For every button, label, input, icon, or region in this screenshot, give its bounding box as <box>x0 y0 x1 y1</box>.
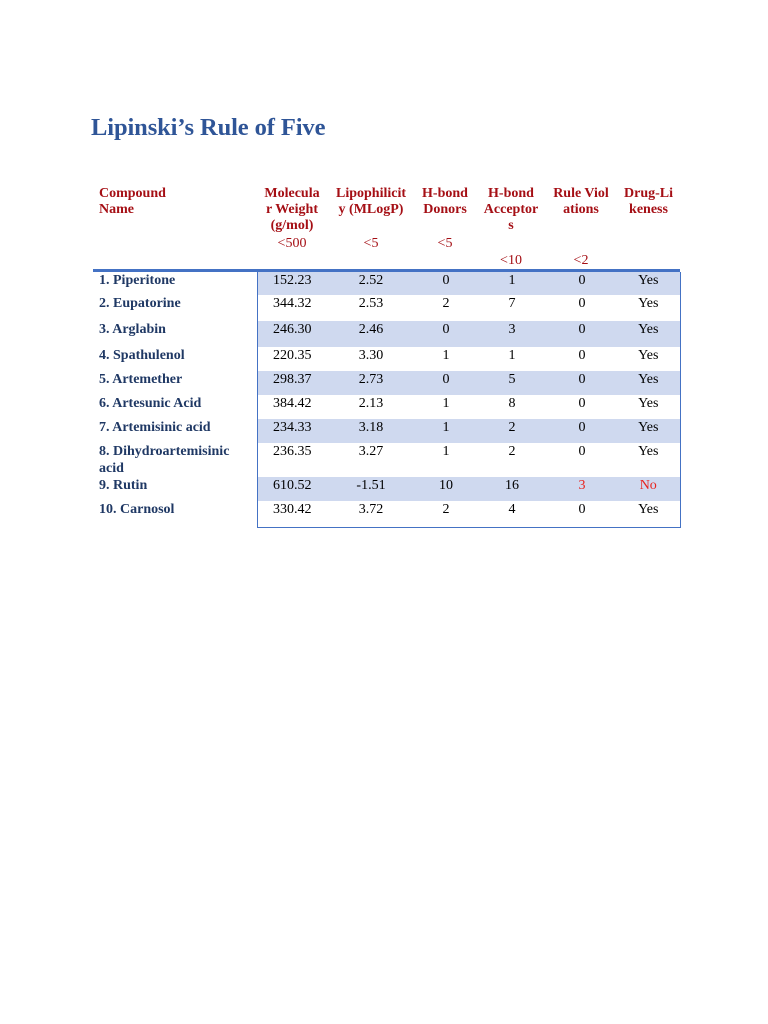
table-row <box>92 371 680 395</box>
drug-likeness: Yes <box>617 295 680 321</box>
molecular-weight: 234.33 <box>257 419 327 443</box>
header-criterion: <2 <box>573 253 589 268</box>
compound-name: 7. Artemisinic acid <box>99 420 211 435</box>
table-header <box>0 186 768 270</box>
hbond-donors: 1 <box>442 348 450 363</box>
table-row <box>92 419 680 443</box>
header-criterion: <5 <box>363 236 379 251</box>
hbond-donors: 2 <box>442 296 450 311</box>
header-label: Molecular Weight (g/mol) <box>264 186 320 234</box>
hbond-donors: 2 <box>415 501 477 527</box>
table-row <box>92 395 680 419</box>
mlogp: 2.52 <box>327 272 415 295</box>
header-criterion: <5 <box>437 236 453 251</box>
molecular-weight: 152.23 <box>257 272 327 295</box>
header-label: H-bond Acceptors <box>483 186 539 234</box>
hbond-donors: 0 <box>415 321 477 347</box>
rule-violations: 3 <box>547 477 617 501</box>
table-row <box>92 477 680 501</box>
drug-likeness: Yes <box>617 371 680 395</box>
table-row <box>92 321 680 347</box>
drug-likeness: No <box>617 477 680 501</box>
compound-name: 4. Spathulenol <box>99 348 185 363</box>
header-criterion: <10 <box>500 253 522 268</box>
rule-violations: 0 <box>578 348 586 363</box>
header-rule-violations <box>552 186 610 268</box>
molecular-weight: 384.42 <box>257 395 327 419</box>
molecular-weight: 610.52 <box>257 477 327 501</box>
hbond-acceptors: 16 <box>477 477 547 501</box>
drug-likeness: Yes <box>617 395 680 419</box>
mlogp: 2.53 <box>358 296 384 311</box>
mlogp: 2.13 <box>358 396 384 411</box>
rule-violations: 0 <box>578 296 586 311</box>
molecular-weight: 330.42 <box>257 501 327 527</box>
mlogp: -1.51 <box>327 477 415 501</box>
rule-violations: 0 <box>578 396 586 411</box>
hbond-donors: 1 <box>415 419 477 443</box>
drug-likeness: Yes <box>617 443 680 477</box>
header-label: Lipophilicity (MLogP) <box>335 186 407 218</box>
molecular-weight: 220.35 <box>257 347 327 371</box>
header-hbond-donors <box>417 186 473 251</box>
header-label: H-bond Donors <box>422 186 468 218</box>
molecular-weight: 344.32 <box>257 295 327 321</box>
rule-violations: 0 <box>547 501 617 527</box>
rule-violations: 0 <box>547 371 617 395</box>
hbond-acceptors: 3 <box>477 321 547 347</box>
header-label: Compound Name <box>99 186 166 218</box>
drug-likeness: Yes <box>617 321 680 347</box>
hbond-acceptors: 7 <box>508 296 516 311</box>
drug-likeness: Yes <box>617 272 680 295</box>
table-row <box>92 501 680 527</box>
header-label: Drug-Likeness <box>624 186 673 218</box>
lipinski-table <box>92 272 681 528</box>
hbond-acceptors: 2 <box>477 419 547 443</box>
rule-violations: 0 <box>547 419 617 443</box>
hbond-donors: 1 <box>442 396 450 411</box>
compound-name: 2. Eupatorine <box>99 296 181 311</box>
hbond-donors: 1 <box>442 444 450 459</box>
header-label: Rule Violations <box>553 186 609 218</box>
mlogp: 3.30 <box>358 348 384 363</box>
header-hbond-acceptors <box>482 186 540 268</box>
table-row <box>92 272 680 295</box>
table-row <box>92 443 680 477</box>
mlogp: 2.73 <box>327 371 415 395</box>
header-lipophilicity <box>335 186 407 251</box>
compound-name: 6. Artesunic Acid <box>99 396 202 411</box>
header-compound-name <box>99 186 249 218</box>
table-row <box>92 347 680 371</box>
hbond-donors: 10 <box>415 477 477 501</box>
rule-violations: 0 <box>578 444 586 459</box>
hbond-acceptors: 1 <box>477 272 547 295</box>
hbond-acceptors: 1 <box>508 348 516 363</box>
compound-name: 9. Rutin <box>99 478 148 493</box>
mlogp: 3.27 <box>358 444 384 459</box>
compound-name: 10. Carnosol <box>99 502 175 517</box>
compound-name: 8. Dihydroartemisinic acid <box>99 444 230 476</box>
molecular-weight: 298.37 <box>257 371 327 395</box>
mlogp: 3.18 <box>327 419 415 443</box>
hbond-acceptors: 5 <box>477 371 547 395</box>
hbond-acceptors: 2 <box>508 444 516 459</box>
molecular-weight: 246.30 <box>257 321 327 347</box>
drug-likeness: Yes <box>617 501 680 527</box>
header-molecular-weight <box>262 186 322 251</box>
hbond-acceptors: 8 <box>508 396 516 411</box>
mlogp: 2.46 <box>327 321 415 347</box>
compound-name: 1. Piperitone <box>99 273 176 288</box>
hbond-donors: 0 <box>415 371 477 395</box>
rule-violations: 0 <box>547 272 617 295</box>
drug-likeness: Yes <box>617 347 680 371</box>
header-criterion: <500 <box>277 236 307 251</box>
molecular-weight: 236.35 <box>257 443 327 477</box>
drug-likeness: Yes <box>617 419 680 443</box>
rule-violations: 0 <box>547 321 617 347</box>
compound-name: 3. Arglabin <box>99 322 166 337</box>
hbond-donors: 0 <box>415 272 477 295</box>
compound-name: 5. Artemether <box>99 372 183 387</box>
page-title: Lipinski’s Rule of Five <box>91 114 326 141</box>
table-row <box>92 295 680 321</box>
header-drug-likeness <box>624 186 673 218</box>
hbond-acceptors: 4 <box>477 501 547 527</box>
mlogp: 3.72 <box>327 501 415 527</box>
